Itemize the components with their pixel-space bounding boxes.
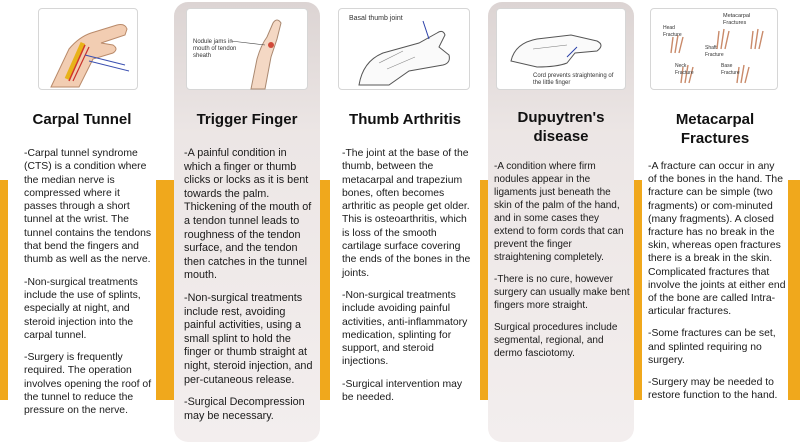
metacarpal-fractures-illustration [650,8,778,90]
card-body [342,147,476,413]
card-title [642,110,788,148]
paragraph: -Non-surgical treatments include the use of splints, especially at night, and steroid injection into the carpal tunnel. [24,276,141,341]
paragraph: -Non-surgical treatments include avoiding painful activities, anti-inflammatory medication, splinting for support, and steroid injections. [342,289,468,368]
image-label: Base Fracture [721,63,740,76]
paragraph: -Non-surgical treatments include rest, avoiding painful activities, using a small splint to hold the finger or thumb straight at night, steroid injection, and per-cutaneous release. [184,291,313,386]
paragraph: -Surgery may be needed to restore function to the hand. [648,377,778,402]
paragraph: -A painful condition in which a finger or thumb clicks or locks as it is bent towards the palm. Thickening of the mouth of a tendon tunnel leads to roughness of the tendon surface, and the tendon then catches in the tunnel mouth. [184,147,312,282]
image-label: Head Fracture [663,25,682,38]
paragraph: Surgical procedures include segmental, regional, and dermo fasciotomy. [494,322,618,359]
image-label: Shaft Fracture [705,45,724,58]
paragraph: -There is no cure, however surgery can usually make bent fingers more straight. [494,274,630,311]
paragraph: -Surgery is frequently required. The operation involves opening the roof of the tunnel to reduce the pressure on the nerve. [24,352,152,417]
paragraph: -Surgical Decompression may be necessary. [184,396,305,422]
card-title: Carpal Tunnel [32,111,132,128]
card-body [648,160,786,411]
title-line: Fractures [680,130,750,147]
card-trigger-finger [174,2,320,442]
paragraph: -The joint at the base of the thumb, between the metacarpal and trapezium bones, often becomes arthritic as people get older. This is osteoarthritis, which is loss of the smooth cartilage surface covering the ends of the bones in the joints. [342,148,471,279]
thumb-arthritis-illustration [338,8,470,90]
image-caption: Nodule jams in mouth of tendon sheath [193,39,237,59]
title-line: Dupuytren's [517,109,605,126]
card-metacarpal-fractures [642,2,788,442]
card-title [488,108,634,146]
image-label: Metacarpal Fractures [723,13,751,26]
card-body [494,160,630,369]
title-line: Metacarpal [675,111,755,128]
paragraph: -Surgical intervention may be needed. [342,378,463,404]
card-carpal-tunnel [8,2,156,442]
card-title: Trigger Finger [196,111,298,128]
card-title: Thumb Arthritis [349,111,461,128]
image-caption: Cord prevents straightening of the little finger [533,73,614,86]
dupuytrens-illustration [496,8,626,90]
paragraph: -Some fractures can be set, and splinted requiring no surgery. [648,328,776,366]
card-body [24,147,152,427]
title-line: disease [533,128,589,145]
trigger-finger-illustration [186,8,308,90]
paragraph: -Carpal tunnel syndrome (CTS) is a condition where the median nerve is compressed where it passes through a short tunnel at the wrist. The tunnel contains the tendons that bend the fingers and thumb as well as the nerve. [24,148,152,266]
image-caption: Basal thumb joint [349,15,403,22]
paragraph: -A condition where firm nodules appear in the ligaments just beneath the skin of the palm of the hand, and in some cases they extend to form cords that can prevent the finger straightening completely. [494,161,624,263]
card-body [184,147,316,432]
image-label: Neck Fracture [675,63,694,76]
card-dupuytrens-disease [488,2,634,442]
card-thumb-arthritis [330,2,480,442]
paragraph: -A fracture can occur in any of the bones in the hand. The fracture can be simple (two fragments) or com-minuted (many fragments). A closed fracture has no break in the skin, whereas open fractures there is a break in the skin. Complicated fractures that involve the joints at either end of the bone are called Intra-articular fractures. [648,161,786,318]
hand-wrist-image [39,9,139,91]
carpal-tunnel-illustration [38,8,138,90]
